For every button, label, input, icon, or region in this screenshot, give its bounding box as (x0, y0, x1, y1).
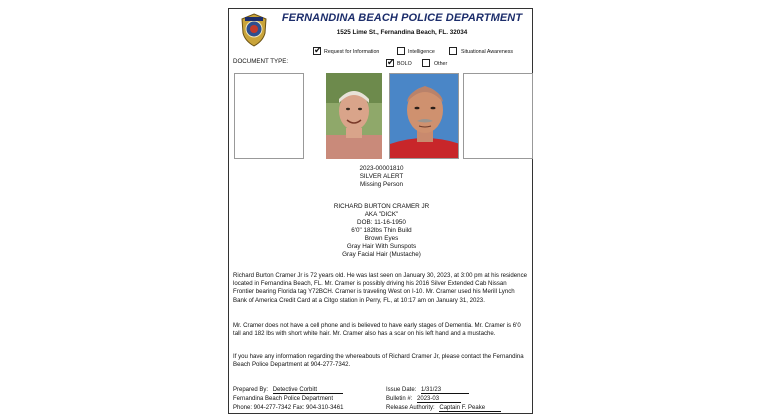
narrative-paragraph: If you have any information regarding the whereabouts of Richard Cramer Jr, please contact the Fernandina Beach Police Department at 904-277-7342. (233, 353, 524, 369)
issue-date-label: Issue Date: (386, 387, 417, 393)
contact-phone-fax: Phone: 904-277-7342 Fax: 904-310-3461 (233, 405, 344, 411)
document-type-label: DOCUMENT TYPE: (233, 58, 289, 65)
narrative-paragraph: Mr. Cramer does not have a cell phone and is believed to have early stages of Dementia. Mr. Cramer is 6'0 tall and 182 lbs with short white hair. Mr. Cramer also has a scar on his left hand and a mustache. (233, 322, 521, 338)
subject-dob: DOB: 11-16-1950 (357, 219, 406, 226)
case-number: 2023-00001810 (359, 165, 404, 172)
police-badge-icon (239, 13, 269, 47)
release-authority-value: Captain F. Peake (439, 405, 501, 412)
option-label: BOLO (397, 61, 412, 67)
alert-status: Missing Person (359, 181, 404, 188)
bulletin-label: Bulletin #: (386, 396, 413, 402)
department-address: 1525 Lime St., Fernandina Beach, FL. 32034 (336, 29, 468, 36)
subject-hair: Gray Hair With Sunspots (346, 243, 417, 250)
option-label: Request for Information (324, 49, 380, 55)
subject-name: RICHARD BURTON CRAMER JR (333, 203, 430, 210)
option-label: Intelligence (408, 49, 435, 55)
bulletin-sheet (228, 8, 533, 414)
page-title: FERNANDINA BEACH POLICE DEPARTMENT (281, 12, 523, 24)
narrative-paragraph: Richard Burton Cramer Jr is 72 years old. He was last seen on January 30, 2023, at 3:00 pm at his residence located in Fernandina Beach, FL. Mr. Cramer is possibly driving his 2016 Silver Extended Cab Nissan Frontier bearing Florida tag Y72BCH. Cramer is traveling West on I-10. Mr. Cramer used his Merill Lynch Bank of America Credit Card at a Citgo station in Perry, FL, at 10:17 am on January 31, 2023. (233, 272, 528, 304)
prepared-by-value: Detective Corbitt (273, 387, 343, 394)
subject-photo-2 (389, 73, 459, 159)
prepared-by-label: Prepared By: (233, 387, 269, 393)
bulletin-value: 2023-03 (417, 396, 461, 403)
checkbox-bolo[interactable] (386, 59, 394, 67)
checkbox-other[interactable] (422, 59, 430, 67)
issue-date-value: 1/31/23 (421, 387, 469, 394)
department-name: Fernandina Beach Police Department (233, 396, 334, 402)
checkbox-intelligence[interactable] (397, 47, 405, 55)
prepared-by-row (233, 387, 343, 394)
checkbox-situational-awareness[interactable] (449, 47, 457, 55)
issue-date-row (386, 387, 469, 394)
release-authority-row (386, 405, 501, 412)
photo-slot-empty (234, 73, 304, 159)
option-label: Other (434, 61, 448, 67)
alert-type: SILVER ALERT (359, 173, 404, 180)
checkbox-request-for-information[interactable] (313, 47, 321, 55)
subject-photo-1 (326, 73, 382, 159)
photo-slot-empty (463, 73, 533, 159)
release-authority-label: Release Authority: (386, 405, 435, 411)
subject-eyes: Brown Eyes (364, 235, 399, 242)
subject-aka: AKA "DICK" (364, 211, 399, 218)
option-label: Situational Awareness (461, 49, 514, 55)
subject-build: 6'0" 182lbs Thin Build (351, 227, 412, 234)
bulletin-number-row (386, 396, 461, 403)
subject-facial-hair: Gray Facial Hair (Mustache) (342, 251, 421, 258)
